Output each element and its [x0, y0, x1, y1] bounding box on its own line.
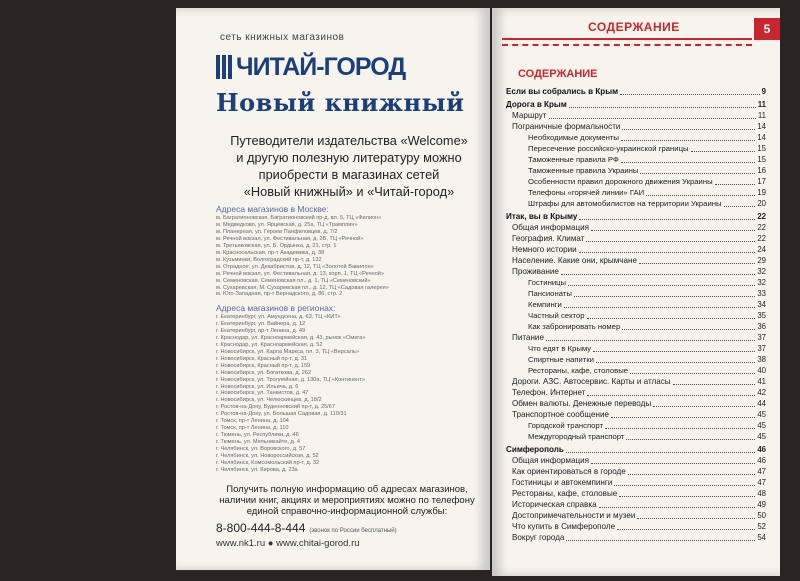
- toc-leader-dots: [724, 206, 756, 207]
- toc-leader-dots: [569, 107, 756, 108]
- toc-leader-dots: [566, 540, 755, 541]
- new-book-title: Новый книжный: [216, 88, 465, 117]
- toc-entry-title: Частный сектор: [528, 311, 585, 320]
- region-address: г. Челябинск, Комсомольский пр-т, д. 32: [216, 460, 320, 467]
- toc-entry-page: 47: [757, 478, 766, 487]
- toc-entry-page: 22: [757, 223, 766, 232]
- toc-entry-page: 14: [757, 122, 766, 131]
- toc-entry-title: Что купить в Симферополе: [512, 522, 616, 531]
- phone-number: [216, 521, 397, 535]
- page-number: 5: [754, 18, 780, 40]
- toc-entry-title: Рестораны, кафе, столовые: [528, 366, 629, 375]
- region-address: г. Томск, пр-т Ленина, д. 110: [216, 425, 289, 432]
- region-address: г. Ростов-на-Дону, Буденновский пр-т, д. 25/67: [216, 404, 335, 411]
- toc-entry[interactable]: [506, 222, 766, 233]
- moscow-address: м. Красносельская, пр-т Академика, д. 38: [216, 249, 325, 256]
- region-address: г. Челябинск, ул. Воровского, д. 57: [216, 446, 306, 453]
- toc-leader-dots: [628, 474, 756, 475]
- toc-entry-page: 16: [757, 166, 766, 175]
- toc-entry[interactable]: [506, 332, 766, 343]
- region-address: г. Томск, пр-т Ленина, д. 104: [216, 418, 289, 425]
- toc-entry-title: Таможенные правила Украины: [528, 166, 639, 175]
- toc-entry[interactable]: [506, 343, 766, 354]
- toc-entry-title: Городской транспорт: [528, 421, 604, 430]
- toc-leader-dots: [715, 184, 756, 185]
- region-address-list: [216, 314, 476, 474]
- toc-entry[interactable]: [506, 521, 766, 532]
- toc-leader-dots: [639, 263, 755, 264]
- toc-leader-dots: [621, 162, 755, 163]
- moscow-address: м. Третьяковская, ул. Б. Ордынка, д. 21, стр. 1: [216, 242, 337, 249]
- toc-entry-page: 14: [757, 133, 766, 142]
- toc-entry-title: География. Климат: [512, 234, 585, 243]
- toc-entry-title: Обмен валюты. Денежные переводы: [512, 399, 652, 408]
- toc-leader-dots: [574, 296, 755, 297]
- region-address: г. Новосибирск, ул. Ильича, д. 6: [216, 383, 299, 390]
- intro-line: и другую полезную литературу можно: [236, 150, 462, 165]
- websites: www.nk1.ru ● www.chitai-gorod.ru: [216, 538, 360, 549]
- region-address: г. Челябинск, ул. Кирова, д. 23а: [216, 466, 298, 473]
- toc-entry[interactable]: [506, 211, 766, 222]
- regions-heading: Адреса магазинов в регионах:: [216, 303, 336, 313]
- toc-entry[interactable]: [506, 431, 766, 442]
- moscow-address: м. Речной вокзал, ул. Фестивальная, д. 2Б, ТЦ «Речной»: [216, 235, 364, 242]
- toc-entry-title: Как забронировать номер: [528, 322, 621, 331]
- toc-entry[interactable]: [506, 121, 766, 132]
- toc-leader-dots: [640, 173, 755, 174]
- moscow-address: м. Планерная, ул. Героев Панфиловцев, д. 7/2: [216, 228, 338, 235]
- toc-entry[interactable]: [506, 398, 766, 409]
- toc-entry[interactable]: [506, 376, 766, 387]
- contact-line: Получить полную информацию об адресах магазинов,: [226, 484, 468, 495]
- contact-line: наличии книг, акциях и мероприятиях можно по телефону: [219, 495, 475, 506]
- toc-entry-title: Гостиницы: [528, 278, 567, 287]
- intro-line: «Новый книжный» и «Читай-город»: [243, 184, 455, 199]
- logo-bars-icon: [216, 55, 232, 79]
- region-address: г. Новосибирск, ул. Троллейная, д. 130а, ТЦ «Континент»: [216, 376, 365, 383]
- toc-entry-title: Пансионаты: [528, 289, 572, 298]
- toc-entry-page: 41: [757, 377, 766, 386]
- region-address: г. Екатеринбург, ул. Амундсена, д. 63, ТЦ «КИТ»: [216, 314, 341, 320]
- toc-entry[interactable]: [506, 244, 766, 255]
- toc-entry-title: Питание: [512, 333, 544, 342]
- toc-leader-dots: [619, 496, 755, 497]
- toc-entry-page: 9: [761, 87, 766, 96]
- toc-entry-page: 48: [757, 489, 766, 498]
- toc-entry-page: 32: [757, 267, 766, 276]
- toc-entry[interactable]: [506, 176, 766, 187]
- toc-entry-title: Телефоны «горячей линии» ГАИ: [528, 188, 645, 197]
- toc-leader-dots: [653, 406, 755, 407]
- toc-entry[interactable]: [506, 132, 766, 143]
- region-address: г. Новосибирск, Красный пр-т, д. 31: [216, 355, 308, 362]
- toc-leader-dots: [646, 195, 755, 196]
- toc-entry-page: 37: [757, 333, 766, 342]
- toc-heading: СОДЕРЖАНИЕ: [518, 68, 598, 80]
- network-caption: сеть книжных магазинов: [220, 32, 345, 43]
- toc-entry-title: Спиртные напитки: [528, 355, 594, 364]
- right-page: [492, 8, 780, 576]
- region-address: г. Екатеринбург, пр-т Ленина, д. 49: [216, 327, 306, 334]
- toc-entry-page: 15: [757, 155, 766, 164]
- toc-leader-dots: [637, 518, 755, 519]
- toc-leader-dots: [564, 307, 755, 308]
- toc-entry-page: 42: [757, 388, 766, 397]
- toc-entry-page: 46: [757, 456, 766, 465]
- toc-entry[interactable]: [506, 444, 766, 455]
- region-address: г. Новосибирск, ул. Танкистов, д. 47: [216, 390, 309, 397]
- toc-entry-page: 34: [757, 300, 766, 309]
- toc-entry-title: Проживание: [512, 267, 559, 276]
- header-dashed-divider: [502, 44, 752, 48]
- toc-entry-title: Общая информация: [512, 456, 589, 465]
- toc-entry-page: 15: [757, 144, 766, 153]
- toc-leader-dots: [599, 507, 756, 508]
- toc-entry-title: Население. Какие они, крымчане: [512, 256, 637, 265]
- toc-entry-title: Общая информация: [512, 223, 589, 232]
- toc-entry-title: Телефон. Интернет: [512, 388, 586, 397]
- moscow-address: м. Речной вокзал, ул. Фестивальная, д. 13, корп. 1, ТЦ «Речной»: [216, 270, 384, 277]
- toc-entry[interactable]: [506, 110, 766, 121]
- toc-entry-title: Таможенные правила РФ: [528, 155, 619, 164]
- header-title: СОДЕРЖАНИЕ: [588, 20, 680, 34]
- toc-leader-dots: [579, 252, 756, 253]
- toc-entry-title: Достопримечательности и музеи: [512, 511, 636, 520]
- toc-leader-dots: [587, 318, 756, 319]
- left-page: [176, 8, 490, 570]
- region-address: г. Новосибирск, ул. Челюскинцев, д. 18/2: [216, 397, 322, 404]
- moscow-address: м. Юго-Западная, пр-т Вернадского, д. 86, стр. 2: [216, 291, 343, 298]
- toc-entry-page: 38: [757, 355, 766, 364]
- toc-entry-title: Кемпинги: [528, 300, 562, 309]
- phone-note: (звонок по России бесплатный): [309, 528, 397, 534]
- toc-entry[interactable]: [506, 86, 766, 97]
- toc-entry-page: 37: [757, 344, 766, 353]
- toc-entry[interactable]: [506, 499, 766, 510]
- toc-entry[interactable]: [506, 154, 766, 165]
- moscow-address: м. Семеновская, Семеновская пл., д. 1, ТЦ «Семеновский»: [216, 277, 371, 284]
- toc-entry-page: 32: [757, 278, 766, 287]
- toc-leader-dots: [622, 129, 755, 130]
- region-address: г. Новосибирск, ул. Карла Маркса, пл. 3, ТЦ «Версаль»: [216, 348, 360, 355]
- toc-entry-page: 52: [757, 522, 766, 531]
- toc-entry-title: Транспортное сообщение: [512, 410, 609, 419]
- toc-entry[interactable]: [506, 187, 766, 198]
- toc-entry-title: Рестораны, кафе, столовые: [512, 489, 618, 498]
- toc-leader-dots: [586, 241, 755, 242]
- toc-entry[interactable]: [506, 532, 766, 543]
- toc-entry-title: Штрафы для автомобилистов на территории Украины: [528, 199, 722, 208]
- chitai-gorod-logo: [216, 52, 405, 82]
- region-address: г. Тюмень, ул. Республики, д. 46: [216, 432, 299, 439]
- toc-entry-page: 11: [757, 100, 766, 109]
- region-address: г. Краснодар, ул. Красноармейская, д. 43, рынок «Омега»: [216, 334, 366, 341]
- toc-leader-dots: [673, 384, 756, 385]
- toc-leader-dots: [568, 285, 755, 286]
- header-divider: [502, 38, 752, 40]
- toc-leader-dots: [626, 439, 755, 440]
- toc-entry-page: 36: [757, 322, 766, 331]
- toc-entry-title: Необходимые документы: [528, 133, 619, 142]
- toc-entry[interactable]: [506, 409, 766, 420]
- moscow-address: м. Сухаревская, М. Сухаревская пл., д. 12, ТЦ «Садовая галерея»: [216, 284, 389, 291]
- toc-entry-title: Что едят в Крыму: [528, 344, 592, 353]
- toc-leader-dots: [579, 219, 755, 220]
- toc-entry-page: 20: [757, 199, 766, 208]
- toc-entry-title: Маршрут: [512, 111, 547, 120]
- toc-leader-dots: [605, 428, 755, 429]
- intro-line: приобрести в магазинах сетей: [258, 167, 440, 182]
- toc-leader-dots: [614, 485, 755, 486]
- toc-entry[interactable]: [506, 198, 766, 209]
- toc-leader-dots: [620, 94, 760, 95]
- toc-entry-title: Междугородный транспорт: [528, 432, 625, 441]
- intro-text: [214, 132, 484, 200]
- region-address: г. Новосибирск, Красный пр-т, д. 159: [216, 362, 311, 369]
- moscow-address: м. Медведково, ул. Ярцевская, д. 25а, ТЦ «Трамплин»: [216, 221, 358, 228]
- toc-entry-page: 47: [757, 467, 766, 476]
- toc-entry-title: Пересечение российско-украинской границы: [528, 144, 689, 153]
- toc-leader-dots: [593, 351, 755, 352]
- toc-entry[interactable]: [506, 455, 766, 466]
- toc-entry-page: 29: [757, 256, 766, 265]
- toc-leader-dots: [549, 118, 756, 119]
- logo-text: ЧИТАЙ-ГОРОД: [236, 52, 406, 81]
- toc-entry-title: Симферополь: [506, 445, 564, 454]
- toc-entry[interactable]: [506, 288, 766, 299]
- region-address: г. Новосибирск, ул. Богаткова, д. 262: [216, 369, 312, 376]
- toc-leader-dots: [596, 362, 755, 363]
- toc-entry-page: 19: [757, 188, 766, 197]
- toc-entry-page: 50: [757, 511, 766, 520]
- toc-entry-title: Пограничные формальности: [512, 122, 621, 131]
- toc-entry[interactable]: [506, 321, 766, 332]
- toc-leader-dots: [546, 340, 755, 341]
- toc-entry[interactable]: [506, 387, 766, 398]
- toc-entry-title: Особенности правил дорожного движения Украины: [528, 177, 713, 186]
- region-address: г. Челябинск, ул. Новороссийская, д. 52: [216, 453, 319, 460]
- toc-entry-page: 45: [757, 432, 766, 441]
- toc-leader-dots: [621, 140, 755, 141]
- phone-value: 8-800-444-8-444: [216, 521, 306, 535]
- toc-entry-page: 44: [757, 399, 766, 408]
- toc-leader-dots: [630, 373, 755, 374]
- moscow-address-list: [216, 215, 476, 298]
- toc-entry-page: 33: [757, 289, 766, 298]
- toc-entry-page: 22: [757, 234, 766, 243]
- toc-entry[interactable]: [506, 165, 766, 176]
- toc-leader-dots: [691, 151, 756, 152]
- toc-entry-page: 11: [757, 111, 766, 120]
- toc-entry[interactable]: [506, 488, 766, 499]
- moscow-address: м. Отрадное, ул. Декабристов, д. 12, ТЦ «Золотой Вавилон»: [216, 263, 374, 270]
- toc-leader-dots: [591, 230, 755, 231]
- toc-entry[interactable]: [506, 255, 766, 266]
- toc-entry-title: Дорога в Крым: [506, 100, 567, 109]
- region-address: г. Екатеринбург, ул. Вайнера, д. 12: [216, 320, 306, 327]
- toc-entry-title: Вокруг города: [512, 533, 565, 542]
- toc-leader-dots: [617, 529, 755, 530]
- moscow-heading: Адреса магазинов в Москве:: [216, 204, 329, 214]
- toc-entry-page: 40: [757, 366, 766, 375]
- toc-entry-page: 22: [757, 212, 766, 221]
- toc-entry[interactable]: [506, 354, 766, 365]
- toc-entry[interactable]: [506, 99, 766, 110]
- toc-entry-title: Как ориентироваться в городе: [512, 467, 626, 476]
- moscow-address: м. Багратионовская, Багратионовский пр-д, вл. 5, ТЦ «Филион»: [216, 215, 382, 221]
- region-address: г. Краснодар, ул. Красноармейская, д. 52: [216, 341, 323, 348]
- toc-entry-page: 45: [757, 410, 766, 419]
- intro-line: Путеводители издательства «Welcome»: [230, 133, 468, 148]
- toc-entry-title: Гостиницы и автокемпинги: [512, 478, 613, 487]
- table-of-contents: [506, 86, 766, 543]
- toc-entry-title: Историческая справка: [512, 500, 597, 509]
- toc-entry-title: Итак, вы в Крыму: [506, 212, 578, 221]
- toc-entry[interactable]: [506, 143, 766, 154]
- region-address: г. Тюмень, ул. Мельникайте, д. 4: [216, 439, 300, 446]
- toc-entry-page: 54: [757, 533, 766, 542]
- toc-entry-page: 17: [757, 177, 766, 186]
- toc-entry[interactable]: [506, 510, 766, 521]
- toc-entry[interactable]: [506, 277, 766, 288]
- toc-leader-dots: [622, 329, 755, 330]
- toc-entry-title: Дороги. АЗС. Автосервис. Карты и атласы: [512, 377, 671, 386]
- contact-text: [216, 484, 478, 517]
- toc-entry-page: 49: [757, 500, 766, 509]
- toc-entry[interactable]: [506, 365, 766, 376]
- toc-leader-dots: [566, 452, 755, 453]
- toc-leader-dots: [561, 274, 755, 275]
- toc-leader-dots: [611, 417, 755, 418]
- toc-entry[interactable]: [506, 420, 766, 431]
- toc-entry-page: 35: [757, 311, 766, 320]
- toc-entry-page: 45: [757, 421, 766, 430]
- toc-entry[interactable]: [506, 477, 766, 488]
- toc-leader-dots: [587, 395, 755, 396]
- toc-entry[interactable]: [506, 299, 766, 310]
- toc-entry-page: 46: [757, 445, 766, 454]
- toc-entry-title: Если вы собрались в Крым: [506, 87, 619, 96]
- toc-leader-dots: [591, 463, 755, 464]
- contact-line: единой справочно-информационной службы:: [246, 506, 448, 517]
- toc-entry-page: 24: [757, 245, 766, 254]
- toc-entry[interactable]: [506, 310, 766, 321]
- toc-entry[interactable]: [506, 233, 766, 244]
- region-address: г. Ростов-на-Дону, ул. Большая Садовая, д. 110/31: [216, 411, 347, 418]
- toc-entry[interactable]: [506, 266, 766, 277]
- toc-entry-title: Немного истории: [512, 245, 577, 254]
- toc-entry[interactable]: [506, 466, 766, 477]
- moscow-address: м. Кузьминки, Волгоградский пр-т, д. 132: [216, 256, 322, 263]
